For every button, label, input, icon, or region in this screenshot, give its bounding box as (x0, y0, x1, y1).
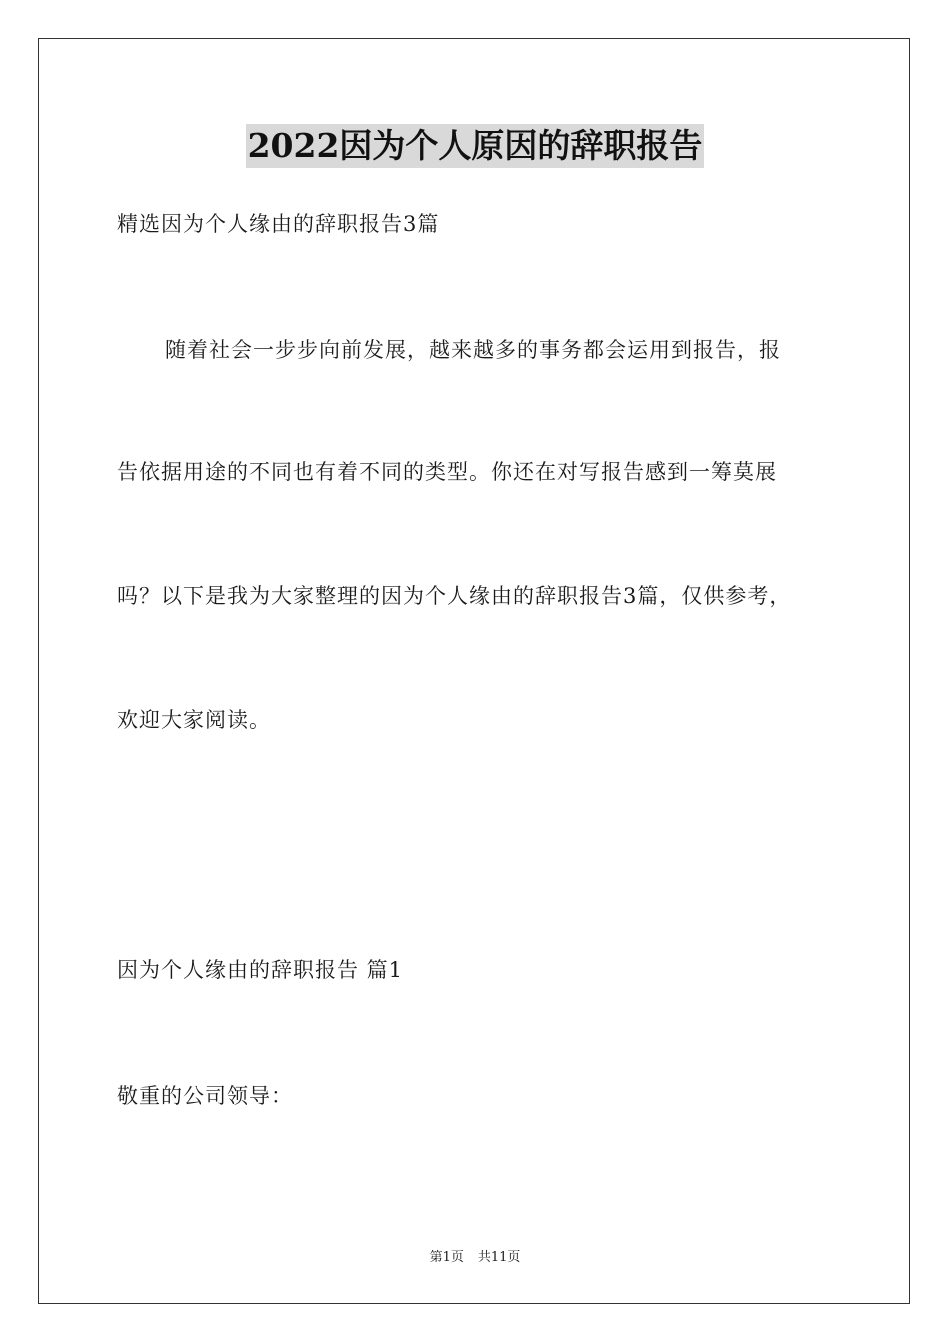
page-footer (0, 1249, 950, 1267)
salutation: 敬重的公司领导： (117, 1084, 293, 1108)
page-number-current: 第1页 (429, 1250, 464, 1265)
intro-line-1: 随着社会一步步向前发展，越来越多的事务都会运用到报告，报 (165, 338, 781, 362)
intro-line-4: 欢迎大家阅读。 (117, 708, 271, 732)
section-heading: 因为个人缘由的辞职报告 篇1 (117, 958, 404, 982)
document-title: 2022因为个人原因的辞职报告 (246, 124, 705, 168)
document-subtitle: 精选因为个人缘由的辞职报告3篇 (117, 212, 440, 236)
page-number-total: 共11页 (477, 1250, 521, 1265)
intro-line-3: 吗？以下是我为大家整理的因为个人缘由的辞职报告3篇，仅供参考， (117, 584, 792, 608)
document-title-container (0, 124, 950, 168)
intro-line-2: 告依据用途的不同也有着不同的类型。你还在对写报告感到一筹莫展 (117, 460, 777, 484)
